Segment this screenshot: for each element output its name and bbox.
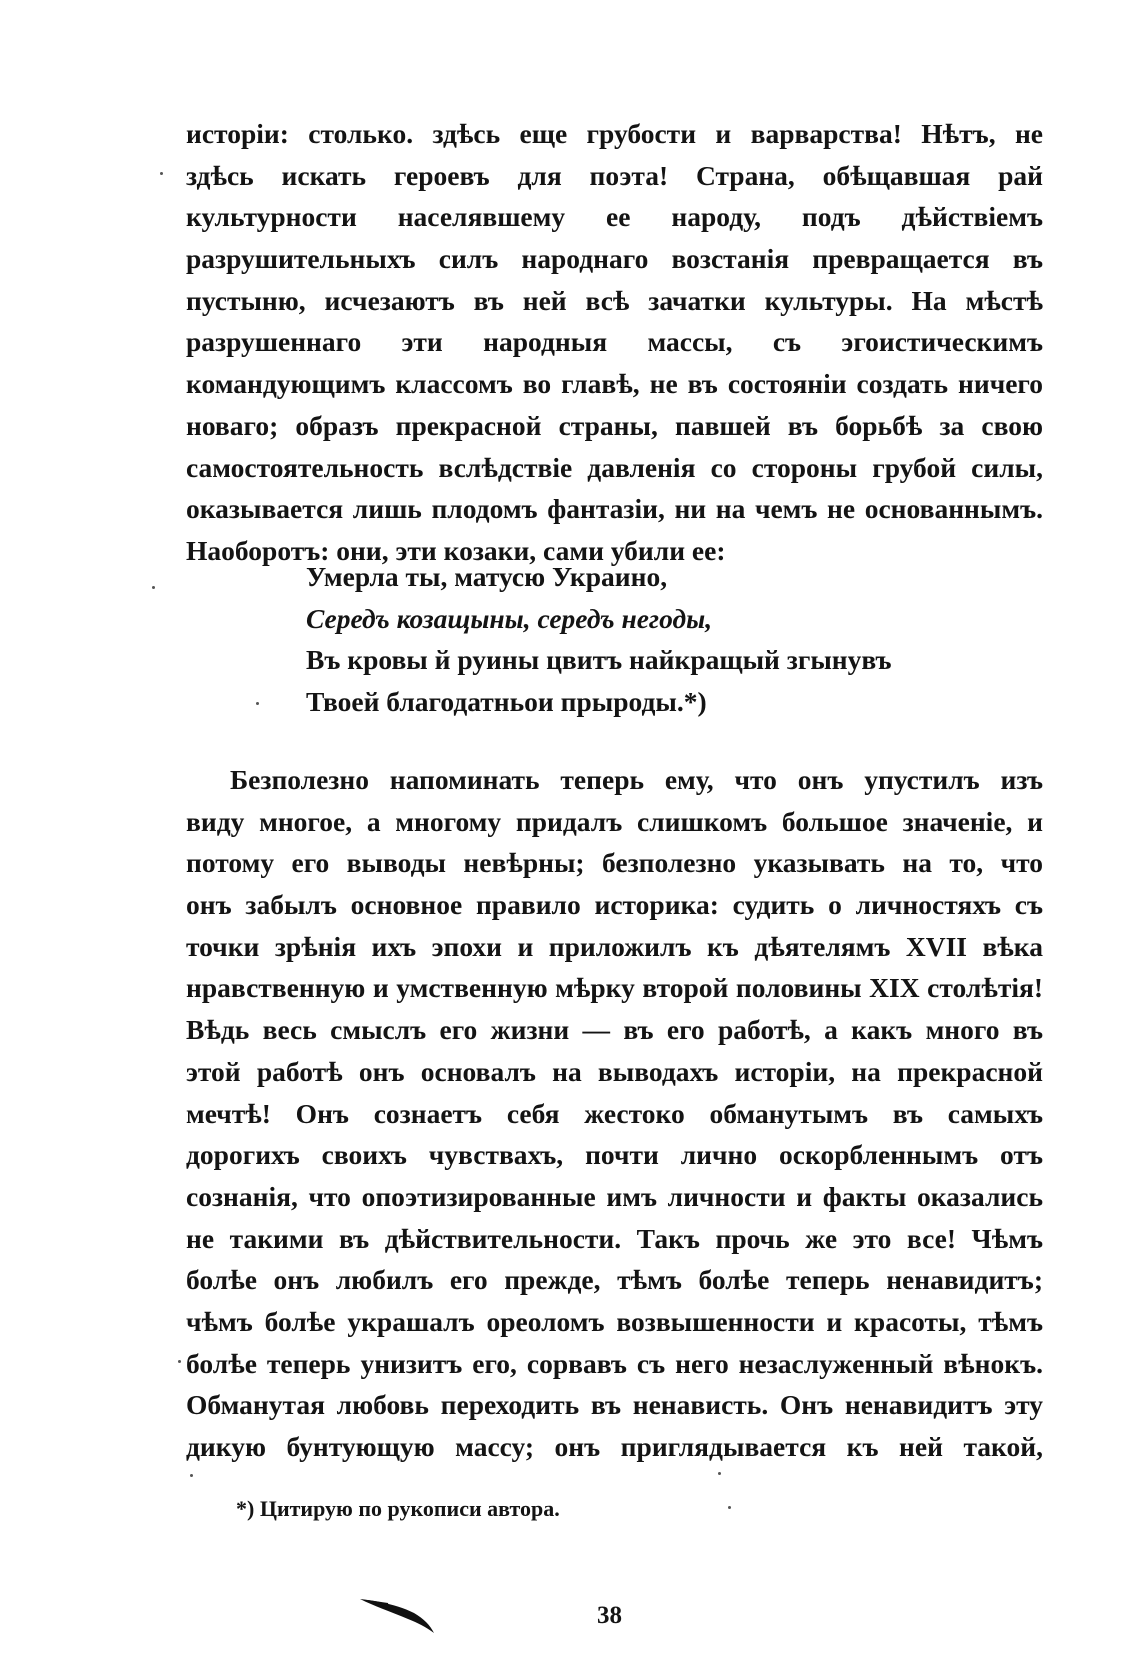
text-line: дикую бунтующую массу; онъ приглядывается къ ней такой, bbox=[186, 1431, 1043, 1462]
poem-line: Въ кровы й руины цвитъ найкращый згынувъ bbox=[306, 644, 892, 676]
text-line: пустыню, исчезаютъ въ ней всѣ зачатки культуры. На мѣстѣ bbox=[186, 284, 1043, 316]
scan-speck bbox=[728, 1506, 731, 1509]
text-line: Обманутая любовь переходить въ ненависть. Онъ ненавидитъ эту bbox=[186, 1389, 1043, 1421]
text-line: культурности населявшему ее народу, подъ дѣйствіемъ bbox=[186, 201, 1043, 233]
text-line: болѣе теперь унизитъ его, сорвавъ съ него незаслуженный вѣнокъ. bbox=[186, 1347, 1043, 1379]
text-line: Наоборотъ: они, эти козаки, сами убили ее: bbox=[186, 534, 726, 566]
text-line: новаго; образъ прекрасной страны, павшей въ борьбѣ за свою bbox=[186, 409, 1043, 441]
poem-quote bbox=[306, 556, 1006, 723]
page-number: 38 bbox=[597, 1602, 622, 1629]
poem-line: Твоей благодатньои прыроды.*) bbox=[306, 686, 707, 718]
text-line: чѣмъ болѣе украшалъ ореоломъ возвышенности и красоты, тѣмъ bbox=[186, 1305, 1043, 1337]
text-line: здѣсь искать героевъ для поэта! Страна, обѣщавшая рай bbox=[186, 159, 1043, 191]
scan-speck bbox=[178, 1360, 181, 1363]
text-line: разрушительныхъ силъ народнаго возстанія превращается въ bbox=[186, 243, 1043, 275]
scan-speck bbox=[718, 1472, 721, 1475]
text-line: болѣе онъ любилъ его прежде, тѣмъ болѣе теперь ненавидитъ; bbox=[186, 1264, 1043, 1296]
text-line: командующимъ классомъ во главѣ, не въ состояніи создать ничего bbox=[186, 368, 1043, 400]
text-line: не такими въ дѣйствительности. Такъ прочь же это все! Чѣмъ bbox=[186, 1222, 1043, 1254]
text-line: этой работѣ онъ основалъ на выводахъ исторіи, на прекрасной bbox=[186, 1055, 1043, 1087]
poem-line: Умерла ты, матусю Украино, bbox=[306, 561, 668, 592]
text-line: нравственную и умственную мѣрку второй половины XIX столѣтія! bbox=[186, 972, 1043, 1004]
text-line: дорогихъ своихъ чувствахъ, почти лично оскорбленнымъ отъ bbox=[186, 1139, 1043, 1171]
text-line: потому его выводы невѣрны; безполезно указывать на то, что bbox=[186, 847, 1043, 879]
text-line: Безполезно напоминать теперь ему, что онъ упустилъ изъ bbox=[230, 764, 1043, 795]
text-line: сознанія, что опоэтизированные имъ личности и факты оказались bbox=[186, 1180, 1043, 1212]
poem-line: Середъ козащыны, середъ негоды, bbox=[306, 602, 713, 634]
scan-speck bbox=[256, 702, 259, 705]
scan-speck bbox=[190, 1474, 193, 1477]
text-line: исторіи: столько. здѣсь еще грубости и варварства! Нѣтъ, не bbox=[186, 118, 1043, 149]
text-line: оказывается лишь плодомъ фантазіи, ни на чемъ не основаннымъ. bbox=[186, 493, 1043, 525]
text-line: разрушеннаго эти народныя массы, съ эгоистическимъ bbox=[186, 326, 1043, 358]
paragraph-2 bbox=[186, 759, 1043, 1468]
scan-speck bbox=[160, 172, 163, 175]
text-line: точки зрѣнія ихъ эпохи и приложилъ къ дѣятелямъ XVII вѣка bbox=[186, 930, 1043, 962]
text-line: виду многое, а многому придалъ слишкомъ большое значеніе, и bbox=[186, 805, 1043, 837]
text-line: Вѣдь весь смыслъ его жизни — въ его работѣ, а какъ много въ bbox=[186, 1014, 1043, 1046]
text-line: мечтѣ! Онъ сознаетъ себя жестоко обманутымъ въ самыхъ bbox=[186, 1097, 1043, 1129]
text-line: самостоятельность вслѣдствіе давленія со стороны грубой силы, bbox=[186, 451, 1043, 483]
quill-smudge-icon bbox=[358, 1595, 438, 1635]
footnote: *) Цитирую по рукописи автора. bbox=[236, 1496, 560, 1521]
scan-speck bbox=[152, 586, 155, 589]
paragraph-1 bbox=[186, 113, 1043, 572]
text-line: онъ забылъ основное правило историка: судить о личностяхъ съ bbox=[186, 889, 1043, 921]
